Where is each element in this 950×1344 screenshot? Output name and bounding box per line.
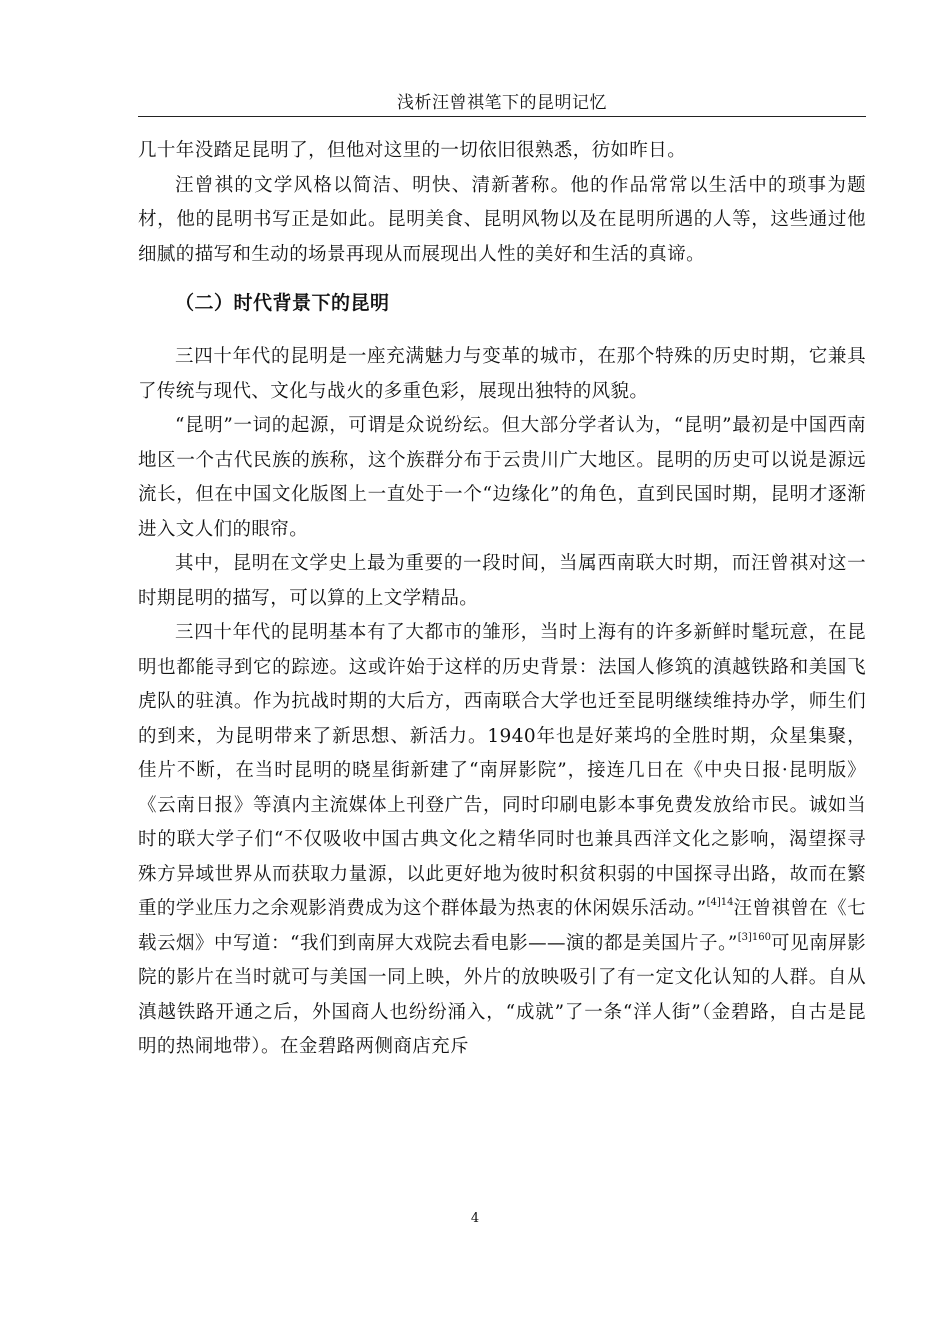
- running-header-title: 浅析汪曾祺笔下的昆明记忆: [397, 93, 607, 113]
- paragraph-metropolis: [138, 616, 866, 1065]
- page-number: 4: [470, 1211, 480, 1226]
- paragraph-continuation: 几十年没踏足昆明了，但他对这里的一切依旧很熟悉，彷如昨日。: [138, 140, 687, 161]
- paragraph-kunming-era: 三四十年代的昆明是一座充满魅力与变革的城市，在那个特殊的历史时期，它兼具了传统与现代、文化与战火的多重色彩，展现出独特的风貌。: [138, 346, 866, 402]
- body-text: [138, 134, 866, 1065]
- paragraph-kunming-origin: “昆明”一词的起源，可谓是众说纷纭。但大部分学者认为，“昆明”最初是中国西南地区一个古代民族的族称，这个族群分布于云贵川广大地区。昆明的历史可以说是源远流长，但在中国文化版图上一直处于一个“边缘化”的角色，直到民国时期，昆明才逐渐进入文人们的眼帘。: [138, 415, 866, 540]
- paragraph-lianda-period: 其中，昆明在文学史上最为重要的一段时间，当属西南联大时期，而汪曾祺对这一时期昆明的描写，可以算的上文学精品。: [138, 553, 866, 609]
- citation-superscript: [4]14: [706, 897, 734, 908]
- citation-superscript: [3]160: [737, 931, 771, 943]
- paragraph-text-part: 汪曾祺曾在《七载云烟》中写道：“我们到南屏大戏院去看电影——演的都是美国片子。”: [138, 898, 866, 954]
- header-divider: [138, 116, 866, 117]
- paragraph-literary-style: 汪曾祺的文学风格以简洁、明快、清新著称。他的作品常常以生活中的琐事为题材，他的昆明书写正是如此。昆明美食、昆明风物以及在昆明所遇的人等，这些通过他细腻的描写和生动的场景再现从而展现出人性的美好和生活的真谛。: [138, 174, 866, 265]
- paragraph-text-part: 可见南屏影院的影片在当时就可与美国一同上映，外片的放映吸引了有一定文化认知的人群。自从滇越铁路开通之后，外国商人也纷纷涌入，“成就”了一条“洋人街”（金碧路，自古是昆明的热闹地带）。在金碧路两侧商店充斥: [138, 932, 866, 1057]
- paragraph-text-part: 三四十年代的昆明基本有了大都市的雏形，当时上海有的许多新鲜时髦玩意，在昆明也都能寻到它的踪迹。这或许始于这样的历史背景：法国人修筑的滇越铁路和美国飞虎队的驻滇。作为抗战时期的大后方，西南联合大学也迁至昆明继续维持办学，师生们的到来，为昆明带来了新思想、新活力。1940年也是好莱坞的全胜时期，众星集聚，佳片不断，在当时昆明的晓星街新建了“南屏影院”，接连几日在《中央日报·昆明版》《云南日报》等滇内主流媒体上刊登广告，同时印刷电影本事免费发放给市民。诚如当时的联大学子们“不仅吸收中国古典文化之精华同时也兼具西洋文化之影响，渴望探寻殊方异域世界从而获取力量源，以此更好地为彼时积贫积弱的中国探寻出路，故而在繁重的学业压力之余观影消费成为这个群体最为热衷的休闲娱乐活动。”: [138, 622, 866, 919]
- section-heading: （二）时代背景下的昆明: [175, 292, 390, 314]
